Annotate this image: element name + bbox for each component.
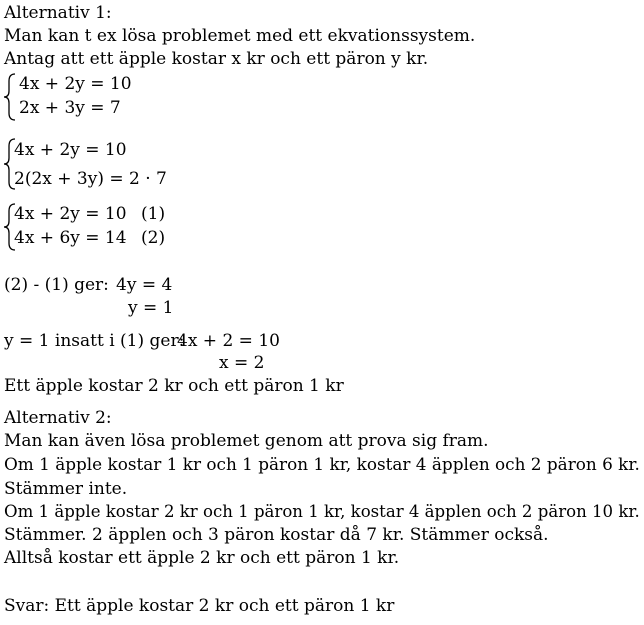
system-1-eq-1: 4x + 2y = 10 (19, 74, 132, 94)
alt1-line-2: Antag att ett äpple kostar x kr och ett päron y kr. (4, 49, 429, 69)
alt1-line-1: Man kan t ex lösa problemet med ett ekvationssystem. (4, 26, 476, 46)
system-3-tag-1: (1) (141, 204, 166, 224)
alt1-heading: Alternativ 1: (4, 3, 112, 23)
system-2-eq-2: 2(2x + 3y) = 2 · 7 (14, 169, 167, 189)
alt2-line-3: Stämmer inte. (4, 479, 128, 499)
alt2-heading: Alternativ 2: (4, 408, 112, 428)
alt2-line-4: Om 1 äpple kostar 2 kr och 1 päron 1 kr, kostar 4 äpplen och 2 päron 10 kr. (4, 502, 640, 522)
step-1-eq-1: 4y = 4 (116, 275, 173, 295)
system-3-eq-1: 4x + 2y = 10 (14, 204, 127, 224)
alt2-line-2: Om 1 äpple kostar 1 kr och 1 päron 1 kr, kostar 4 äpplen och 2 päron 6 kr. (4, 455, 640, 475)
system-1-eq-2: 2x + 3y = 7 (19, 98, 121, 118)
alt1-conclusion: Ett äpple kostar 2 kr och ett päron 1 kr (4, 376, 344, 396)
step-1-eq-2: y = 1 (128, 298, 174, 318)
alt2-line-6: Alltså kostar ett äpple 2 kr och ett päron 1 kr. (4, 548, 400, 568)
alt2-line-5: Stämmer. 2 äpplen och 3 päron kostar då 7 kr. Stämmer också. (4, 525, 549, 545)
answer: Svar: Ett äpple kostar 2 kr och ett päron 1 kr (4, 596, 395, 616)
brace-system-1 (3, 72, 17, 122)
step-2-eq-1: 4x + 2 = 10 (177, 331, 280, 351)
system-3-tag-2: (2) (141, 228, 166, 248)
system-2-eq-1: 4x + 2y = 10 (14, 140, 127, 160)
step-2-eq-2: x = 2 (219, 353, 265, 373)
alt2-line-1: Man kan även lösa problemet genom att prova sig fram. (4, 431, 489, 451)
step-1-label: (2) - (1) ger: (4, 275, 109, 295)
step-2-label: y = 1 insatt i (1) ger: (4, 331, 185, 351)
system-3-eq-2: 4x + 6y = 14 (14, 228, 127, 248)
